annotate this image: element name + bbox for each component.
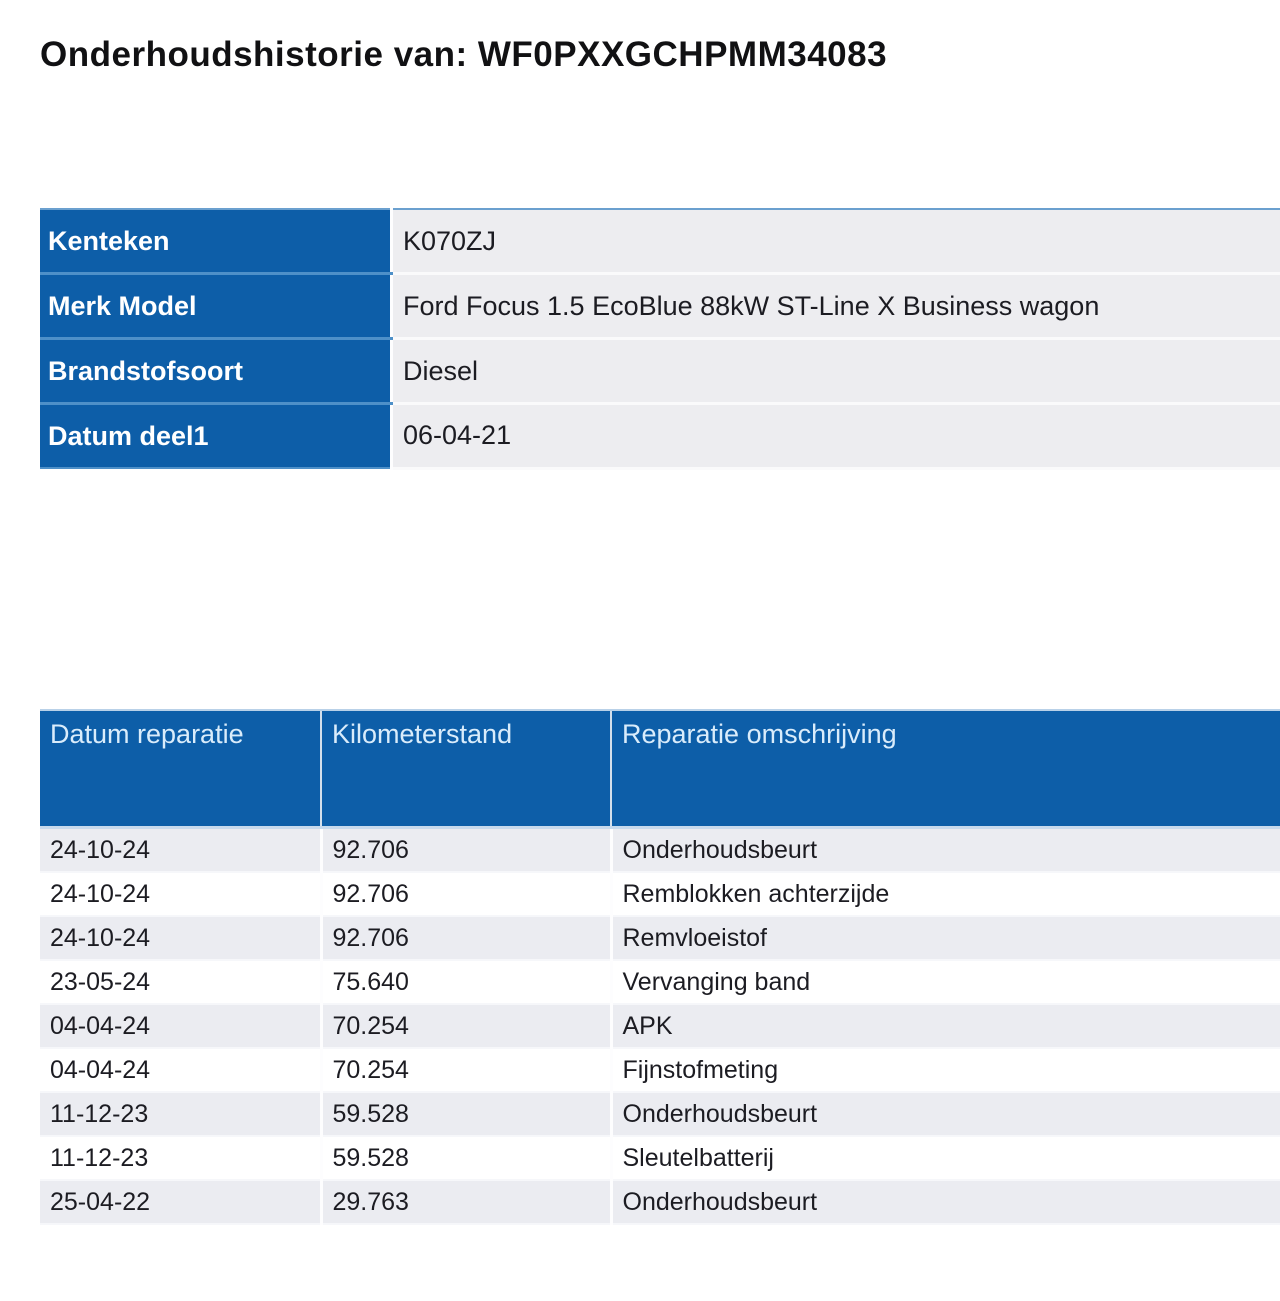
cell-kilometerstand: 75.640: [321, 960, 611, 1004]
cell-datum-reparatie: 11-12-23: [40, 1136, 321, 1180]
table-row: [40, 1136, 1280, 1180]
cell-datum-reparatie: 24-10-24: [40, 828, 321, 873]
cell-reparatie-omschrijving: Fijnstofmeting: [611, 1048, 1280, 1092]
info-row: [40, 209, 1280, 274]
cell-kilometerstand: 59.528: [321, 1136, 611, 1180]
info-value-brandstofsoort: Diesel: [392, 339, 1280, 404]
cell-reparatie-omschrijving: Sleutelbatterij: [611, 1136, 1280, 1180]
cell-reparatie-omschrijving: Remvloeistof: [611, 916, 1280, 960]
cell-reparatie-omschrijving: APK: [611, 1004, 1280, 1048]
cell-kilometerstand: 70.254: [321, 1004, 611, 1048]
cell-datum-reparatie: 23-05-24: [40, 960, 321, 1004]
cell-datum-reparatie: 24-10-24: [40, 916, 321, 960]
info-label-kenteken: Kenteken: [40, 209, 392, 274]
table-row: [40, 1092, 1280, 1136]
cell-datum-reparatie: 11-12-23: [40, 1092, 321, 1136]
table-row: [40, 1004, 1280, 1048]
cell-kilometerstand: 29.763: [321, 1180, 611, 1224]
info-row: [40, 339, 1280, 404]
table-row: [40, 1180, 1280, 1224]
info-value-kenteken: K070ZJ: [392, 209, 1280, 274]
cell-reparatie-omschrijving: Onderhoudsbeurt: [611, 1180, 1280, 1224]
cell-kilometerstand: 59.528: [321, 1092, 611, 1136]
page-title: Onderhoudshistorie van: WF0PXXGCHPMM34083: [40, 35, 888, 75]
info-value-merk-model: Ford Focus 1.5 EcoBlue 88kW ST-Line X Business wagon: [392, 274, 1280, 339]
info-label-brandstofsoort: Brandstofsoort: [40, 339, 392, 404]
column-header-reparatie-omschrijving: Reparatie omschrijving: [611, 710, 1280, 828]
table-row: [40, 1048, 1280, 1092]
history-header-row: [40, 710, 1280, 828]
cell-reparatie-omschrijving: Onderhoudsbeurt: [611, 1092, 1280, 1136]
table-row: [40, 916, 1280, 960]
column-header-kilometerstand: Kilometerstand: [321, 710, 611, 828]
cell-kilometerstand: 92.706: [321, 872, 611, 916]
cell-datum-reparatie: 25-04-22: [40, 1180, 321, 1224]
cell-reparatie-omschrijving: Remblokken achterzijde: [611, 872, 1280, 916]
column-header-datum-reparatie: Datum reparatie: [40, 710, 321, 828]
info-row: [40, 404, 1280, 469]
repair-history-table: [40, 709, 1280, 1225]
info-label-datum-deel1: Datum deel1: [40, 404, 392, 469]
cell-kilometerstand: 70.254: [321, 1048, 611, 1092]
cell-reparatie-omschrijving: Onderhoudsbeurt: [611, 828, 1280, 873]
vehicle-info-table: [40, 208, 1280, 470]
cell-datum-reparatie: 24-10-24: [40, 872, 321, 916]
info-value-datum-deel1: 06-04-21: [392, 404, 1280, 469]
cell-datum-reparatie: 04-04-24: [40, 1048, 321, 1092]
cell-reparatie-omschrijving: Vervanging band: [611, 960, 1280, 1004]
info-row: [40, 274, 1280, 339]
table-row: [40, 960, 1280, 1004]
table-row: [40, 828, 1280, 873]
cell-kilometerstand: 92.706: [321, 916, 611, 960]
cell-datum-reparatie: 04-04-24: [40, 1004, 321, 1048]
cell-kilometerstand: 92.706: [321, 828, 611, 873]
info-label-merk-model: Merk Model: [40, 274, 392, 339]
table-row: [40, 872, 1280, 916]
